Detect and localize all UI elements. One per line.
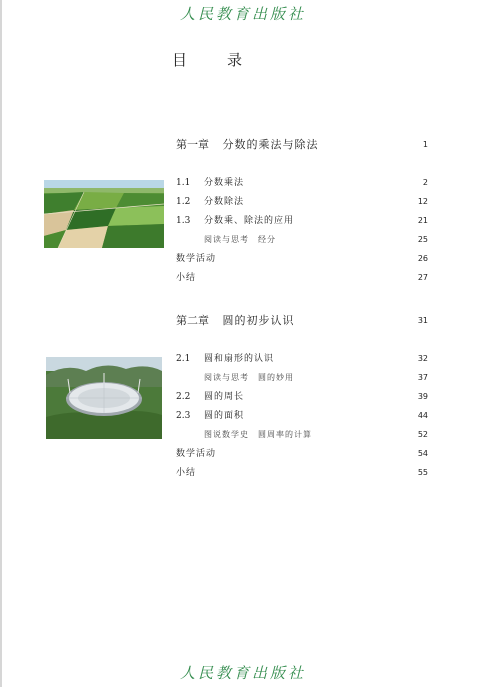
page-number: 26 [417,254,428,263]
section-title: 分数乘、除法的应用 [204,216,295,226]
section-number: 2.3 [176,411,191,421]
section-title: 圆和扇形的认识 [204,354,275,364]
page-number: 12 [417,197,428,206]
page-number: 27 [417,273,428,282]
section-title: 圆的面积 [204,411,245,421]
toc-entry[interactable] [176,213,428,229]
page-number: 37 [417,373,428,382]
toc-entry[interactable] [176,427,428,443]
toc-entry[interactable] [176,370,428,386]
page-edge [0,0,2,687]
page-number: 21 [417,216,428,225]
toc-entry[interactable] [176,194,428,210]
section-number: 1.1 [176,178,191,188]
summary-title: 小结 [176,273,197,283]
toc-entry[interactable] [176,408,428,424]
summary-title: 小结 [176,468,197,478]
farmland-photo [44,180,164,248]
activity-title: 数学活动 [176,449,217,459]
section-number: 2.2 [176,392,191,402]
chapter-1-heading[interactable] [176,135,428,155]
radio-telescope-photo [46,357,162,439]
toc-entry[interactable] [176,175,428,191]
chapter-2-heading[interactable] [176,311,428,331]
page-number: 31 [417,316,428,325]
publisher-logo-bottom: 人民教育出版社 [179,664,306,682]
page-number: 32 [417,354,428,363]
page-number: 54 [417,449,428,458]
page-title: 目录 [172,51,283,69]
chapter-title: 圆的初步认识 [222,314,295,327]
toc-entry[interactable] [176,389,428,405]
section-title: 圆的周长 [204,392,245,402]
page-number: 44 [417,411,428,420]
publisher-logo-top: 人民教育出版社 [179,5,306,23]
toc-entry[interactable] [176,351,428,367]
section-number: 1.2 [176,197,191,207]
reading-title: 阅读与思考 经分 [204,235,276,244]
section-number: 1.3 [176,216,191,226]
page-number: 25 [417,235,428,244]
toc-entry[interactable] [176,270,428,286]
page-number: 2 [422,178,428,187]
section-title: 分数除法 [204,197,245,207]
chapter-title: 分数的乘法与除法 [222,138,319,151]
toc-entry[interactable] [176,465,428,481]
page-number: 55 [417,468,428,477]
toc-entry[interactable] [176,251,428,267]
section-number: 2.1 [176,354,191,364]
toc-entry[interactable] [176,232,428,248]
page-number: 1 [422,140,428,149]
section-title: 分数乘法 [204,178,245,188]
reading-title: 阅读与思考 圆的妙用 [204,373,294,382]
history-title: 图说数学史 圆周率的计算 [204,430,312,439]
page-number: 52 [417,430,428,439]
chapter-label: 第二章 [176,314,209,327]
page-number: 39 [417,392,428,401]
activity-title: 数学活动 [176,254,217,264]
chapter-label: 第一章 [176,138,209,151]
toc-entry[interactable] [176,446,428,462]
